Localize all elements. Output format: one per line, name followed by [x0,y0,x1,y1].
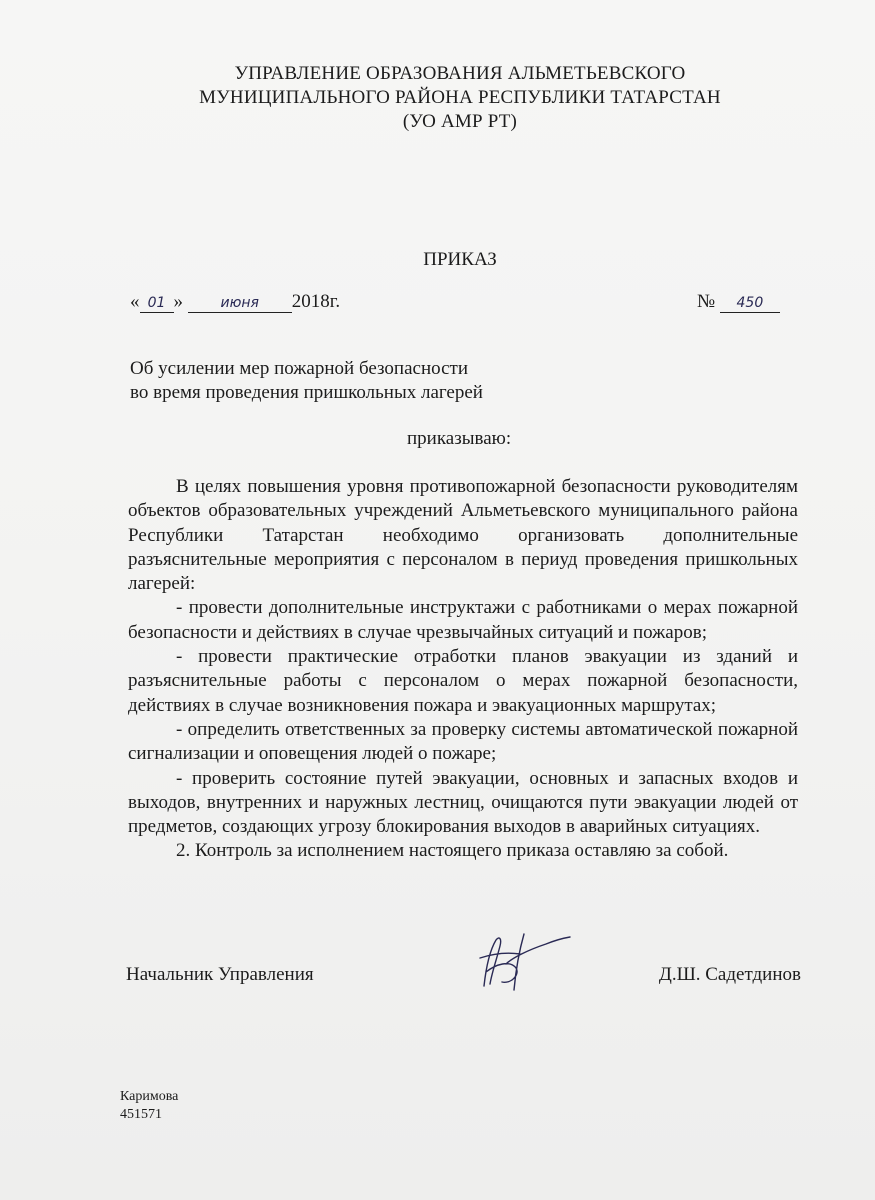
date-month: июня [188,294,292,313]
signer-position: Начальник Управления [126,964,314,985]
number-sign: № [697,291,716,312]
organization-header [160,62,760,134]
header-line-3: (УО АМР РТ) [402,111,518,132]
executor-phone: 451571 [120,1107,162,1122]
signature-block [126,964,801,1004]
subject-line-1: Об усилении мер пожарной безопасности [130,358,469,379]
handwritten-signature [466,928,576,998]
executor-info [120,1088,178,1124]
subject-line-2: во время проведения пришкольных лагерей [130,382,483,403]
document-title: ПРИКАЗ [423,249,497,270]
order-number [697,291,780,313]
date-year: 2018г. [291,291,341,312]
header-line-2: МУНИЦИПАЛЬНОГО РАЙОНА РЕСПУБЛИКИ ТАТАРСТАН [199,87,721,108]
signer-name: Д.Ш. Садетдинов [658,964,801,985]
order-date [130,291,340,313]
executor-name: Каримова [120,1089,179,1104]
body-point-2: 2. Контроль за исполнением настоящего приказа оставляю за собой. [176,840,729,862]
order-body [128,475,798,864]
body-item: - проверить состояние путей эвакуации, основных и запасных входов и выходов, внутренних и наружных лестниц, очищаются пути эвакуации людей от предметов, создающих угрозу блокирования выходов в аварийных ситуациях. [128,767,798,838]
body-intro: В целях повышения уровня противопожарной безопасности руководителям объектов образовательных учреждений Альметьевского муниципального района Республики Татарстан необходимо организовать дополнительные разъяснительные мероприятия с персоналом в периуд проведения пришкольных лагерей: [128,476,798,595]
body-item: - провести дополнительные инструктажи с работниками о мерах пожарной безопасности и действиях в случае чрезвычайных ситуаций и пожаров; [128,597,798,643]
date-close-quote: » [173,291,183,312]
order-subject [130,357,483,405]
header-line-1: УПРАВЛЕНИЕ ОБРАЗОВАНИЯ АЛЬМЕТЬЕВСКОГО [234,63,686,84]
body-item: - определить ответственных за проверку системы автоматической пожарной сигнализации и оповещения людей о пожаре; [128,718,798,765]
date-open-quote: « [130,291,140,312]
order-directive: приказываю: [407,428,512,449]
date-day: 01 [140,294,174,313]
body-item: - провести практические отработки планов эвакуации из зданий и разъяснительные работы с персоналом о мерах пожарной безопасности, действиях в случае возникновения пожара и эвакуационных маршрутах; [128,646,798,716]
number-value: 450 [720,294,780,313]
